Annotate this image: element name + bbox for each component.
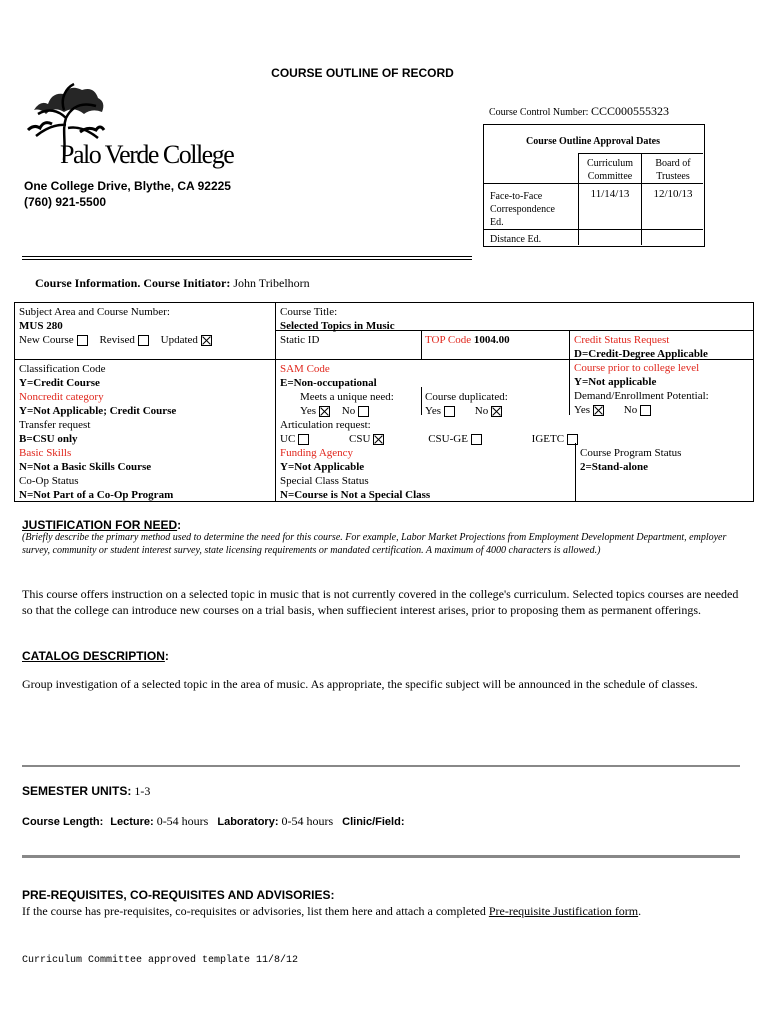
- col-board: Board of Trustees: [655, 158, 691, 182]
- face-board-date: 12/10/13: [653, 188, 693, 200]
- special-value: N=Course is Not a Special Class: [280, 489, 431, 501]
- justification-heading: JUSTIFICATION FOR NEED:: [22, 518, 182, 532]
- duplicated-yes-checkbox[interactable]: [444, 406, 455, 417]
- course-info-heading: Course Information. Course Initiator: John Tribelhorn: [35, 276, 310, 290]
- address-line2: (760) 921-5500: [24, 195, 107, 209]
- sam-value: E=Non-occupational: [280, 377, 377, 389]
- row-face: Face-to-Face: [490, 191, 543, 202]
- sam-label: SAM Code: [280, 363, 330, 375]
- title-label: Course Title:: [280, 306, 338, 318]
- coop-label: Co-Op Status: [19, 475, 79, 487]
- csuge-checkbox[interactable]: [471, 434, 482, 445]
- justification-body: This course offers instruction on a selected topic in music that is not currently covered in the college's curriculum. Selected topics courses are needed so that the college can introduce new courses on a trial basis, when suffiecient interest arises, prior to proposing them as permanent offerings.: [22, 587, 739, 617]
- funding-label: Funding Agency: [280, 447, 354, 459]
- unique-no-checkbox[interactable]: [358, 406, 369, 417]
- semester-units: SEMESTER UNITS: 1-3: [22, 784, 151, 798]
- duplicated-label: Course duplicated:: [425, 391, 508, 403]
- noncredit-label: Noncredit category: [19, 391, 104, 403]
- prereq-body: If the course has pre-requisites, co-requisites or advisories, list them here and attach a completed Pre-requisite Justification form.: [22, 904, 642, 918]
- special-label: Special Class Status: [280, 475, 369, 487]
- program-value: 2=Stand-alone: [580, 461, 649, 473]
- class-code-value: Y=Credit Course: [19, 377, 100, 389]
- control-number: Course Control Number: CCC000555323: [489, 104, 669, 118]
- duplicated-no-checkbox[interactable]: [491, 406, 502, 417]
- uc-checkbox[interactable]: [298, 434, 309, 445]
- prereq-form-link[interactable]: Pre-requisite Justification form: [488, 904, 639, 918]
- duplicated-row: Yes No: [425, 404, 508, 418]
- static-id: Static ID: [280, 334, 320, 346]
- address-line1: One College Drive, Blythe, CA 92225: [24, 179, 231, 193]
- coop-value: N=Not Part of a Co-Op Program: [19, 489, 174, 501]
- credit-status-label: Credit Status Request: [574, 334, 670, 346]
- demand-yes-checkbox[interactable]: [593, 405, 604, 416]
- articulation-row: UC CSU CSU-GE IGETC: [280, 432, 610, 446]
- col-curriculum: Curriculum Committee: [586, 158, 634, 182]
- approval-title: Course Outline Approval Dates: [526, 136, 660, 147]
- course-length: Course Length: Lecture: 0-54 hours Laboratory: 0-54 hours Clinic/Field:: [22, 814, 405, 828]
- unique-label: Meets a unique need:: [300, 391, 394, 403]
- catalog-heading: CATALOG DESCRIPTION:: [22, 649, 169, 663]
- basic-skills-value: N=Not a Basic Skills Course: [19, 461, 152, 473]
- demand-label: Demand/Enrollment Potential:: [574, 390, 709, 402]
- course-type-row: New Course Revised Updated: [19, 333, 273, 347]
- transfer-value: B=CSU only: [19, 433, 78, 445]
- face-curriculum-date: 11/14/13: [590, 188, 630, 200]
- row-distance: Distance Ed.: [490, 234, 542, 245]
- unique-yes-checkbox[interactable]: [319, 406, 330, 417]
- prior-label: Course prior to college level: [574, 362, 700, 374]
- revised-checkbox[interactable]: [138, 335, 149, 346]
- prior-value: Y=Not applicable: [574, 376, 657, 388]
- demand-no-checkbox[interactable]: [640, 405, 651, 416]
- row-correspondence: Correspondence Ed.: [490, 204, 555, 228]
- subject-label: Subject Area and Course Number:: [19, 306, 170, 318]
- igetc-checkbox[interactable]: [567, 434, 578, 445]
- title-value: Selected Topics in Music: [280, 320, 395, 332]
- class-code-label: Classification Code: [19, 363, 106, 375]
- noncredit-value: Y=Not Applicable; Credit Course: [19, 405, 177, 417]
- transfer-label: Transfer request: [19, 419, 91, 431]
- top-code: TOP Code 1004.00: [425, 334, 510, 346]
- catalog-body: Group investigation of a selected topic in the area of music. As appropriate, the specific subject will be announced in the schedule of classes.: [22, 677, 698, 691]
- csu-checkbox[interactable]: [373, 434, 384, 445]
- basic-skills-label: Basic Skills: [19, 447, 72, 459]
- justification-instructions: (Briefly describe the primary method used to determine the need for this course. For example, Labor Market Projections from Employment Development Department, employer survey, community or student interest survey, state licensing requirements or mandated certification. A maximum of 4000 characters is allowed.): [22, 532, 727, 556]
- footer-text: Curriculum Committee approved template 11/8/12: [22, 955, 299, 966]
- updated-checkbox[interactable]: [201, 335, 212, 346]
- unique-row: Yes No: [300, 404, 394, 418]
- credit-status-value: D=Credit-Degree Applicable: [574, 348, 708, 360]
- page-title: COURSE OUTLINE OF RECORD: [271, 66, 454, 80]
- prereq-heading: PRE-REQUISITES, CO-REQUISITES AND ADVISORIES:: [22, 888, 335, 902]
- subject-value: MUS 280: [19, 320, 63, 332]
- new-course-checkbox[interactable]: [77, 335, 88, 346]
- articulation-label: Articulation request:: [280, 419, 371, 431]
- demand-row: Yes No: [574, 403, 709, 417]
- college-name: Palo Verde College: [60, 140, 234, 169]
- program-label: Course Program Status: [580, 447, 682, 459]
- funding-value: Y=Not Applicable: [280, 461, 365, 473]
